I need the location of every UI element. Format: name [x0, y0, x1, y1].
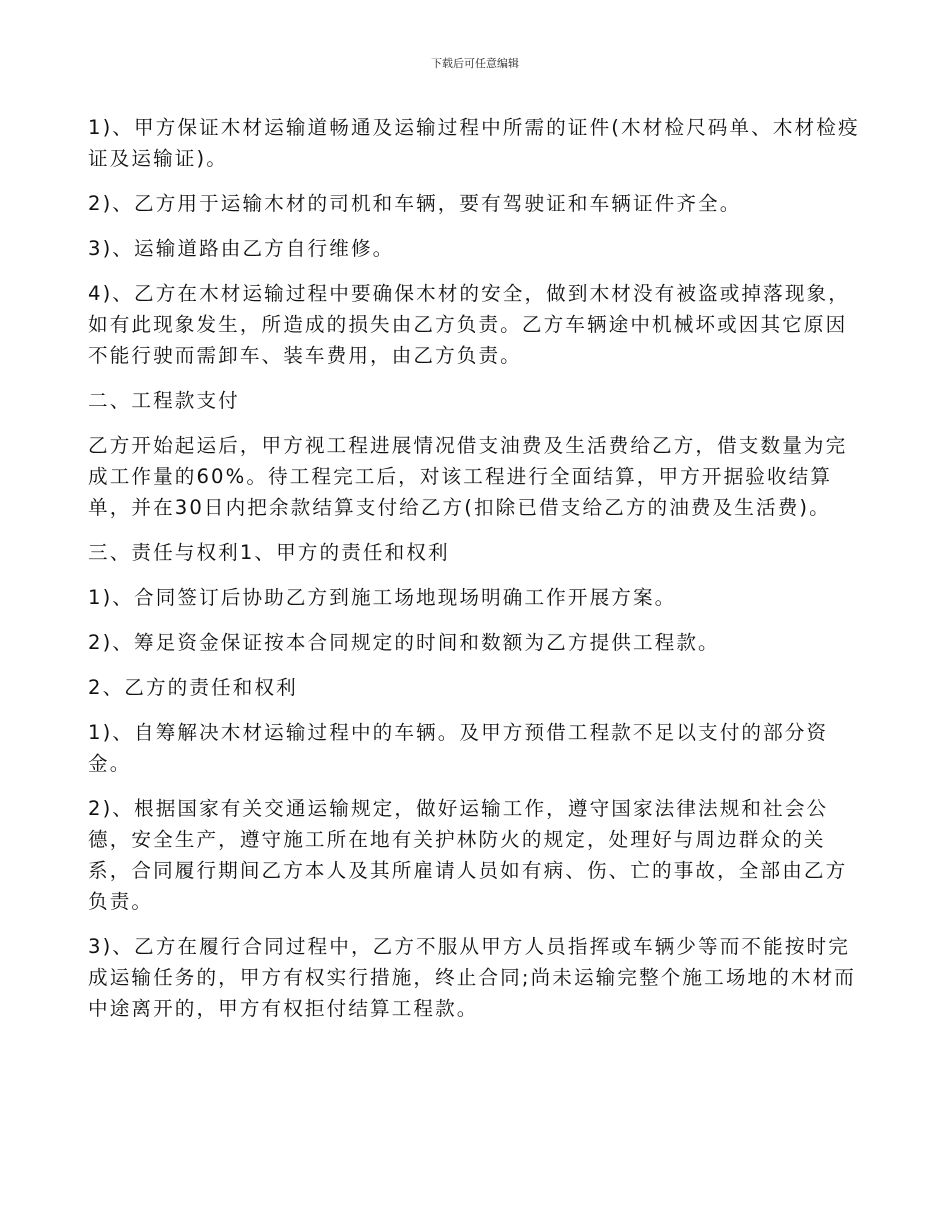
text-line: 乙方开始起运后，甲方视工程进展情况借支油费及生活费给乙方，借支数量为完	[88, 434, 848, 457]
text-line: 1)、自筹解决木材运输过程中的车辆。及甲方预借工程款不足以支付的部分资	[88, 721, 829, 744]
payment-terms-paragraph	[88, 430, 864, 523]
clause-4-timber-safety	[88, 278, 864, 371]
section-heading-text: 三、责任与权利1、甲方的责任和权利	[88, 541, 450, 564]
clause-3-road-maintenance	[88, 233, 864, 264]
text-line: 成运输任务的，甲方有权实行措施，终止合同;尚未运输完整个施工场地的木材而	[88, 966, 856, 989]
text-line: 不能行驶而需卸车、装车费用，由乙方负责。	[88, 344, 522, 367]
text-line: 3)、乙方在履行合同过程中，乙方不服从甲方人员指挥或车辆少等而不能按时完	[88, 935, 850, 958]
yifang-duty-1	[88, 717, 864, 779]
yifang-duty-3	[88, 931, 864, 1024]
text-line: 4)、乙方在木材运输过程中要确保木材的安全，做到木材没有被盗或掉落现象，	[88, 282, 850, 305]
text-line: 成工作量的60%。待工程完工后，对该工程进行全面结算，甲方开据验收结算	[88, 465, 833, 488]
text-line: 单，并在30日内把余款结算支付给乙方(扣除已借支给乙方的油费及生活费)。	[88, 496, 831, 519]
jiafang-duty-1	[88, 582, 864, 613]
text-line: 系，合同履行期间乙方本人及其所雇请人员如有病、伤、亡的事故，全部由乙方	[88, 859, 848, 882]
section-heading-text: 2、乙方的责任和权利	[88, 676, 298, 699]
text-line: 3)、运输道路由乙方自行维修。	[88, 237, 395, 260]
text-line: 2)、乙方用于运输木材的司机和车辆，要有驾驶证和车辆证件齐全。	[88, 192, 742, 215]
jiafang-duty-2	[88, 627, 864, 658]
clause-1-jiafang-guarantee	[88, 112, 864, 174]
text-line: 2)、筹足资金保证按本合同规定的时间和数额为乙方提供工程款。	[88, 631, 720, 654]
text-line: 1)、甲方保证木材运输道畅通及运输过程中所需的证件(木材检尺码单、木材检疫	[88, 116, 860, 139]
text-line: 金。	[88, 752, 132, 775]
text-line: 2)、根据国家有关交通运输规定，做好运输工作，遵守国家法律法规和社会公	[88, 797, 829, 820]
text-line: 证及运输证)。	[88, 147, 228, 170]
document-body	[88, 112, 864, 1038]
section-heading-text: 二、工程款支付	[88, 389, 240, 412]
text-line: 1)、合同签订后协助乙方到施工场地现场明确工作开展方案。	[88, 586, 677, 609]
section-heading-responsibilities	[88, 537, 864, 568]
text-line: 中途离开的，甲方有权拒付结算工程款。	[88, 997, 479, 1020]
subsection-heading-yifang	[88, 672, 864, 703]
text-line: 负责。	[88, 890, 154, 913]
text-line: 如有此现象发生，所造成的损失由乙方负责。乙方车辆途中机械坏或因其它原因	[88, 313, 848, 336]
text-line: 德，安全生产，遵守施工所在地有关护林防火的规定，处理好与周边群众的关	[88, 828, 826, 851]
clause-2-drivers-vehicles	[88, 188, 864, 219]
section-heading-payment	[88, 385, 864, 416]
page-header-note: 下载后可任意编辑	[431, 57, 519, 70]
yifang-duty-2	[88, 793, 864, 917]
